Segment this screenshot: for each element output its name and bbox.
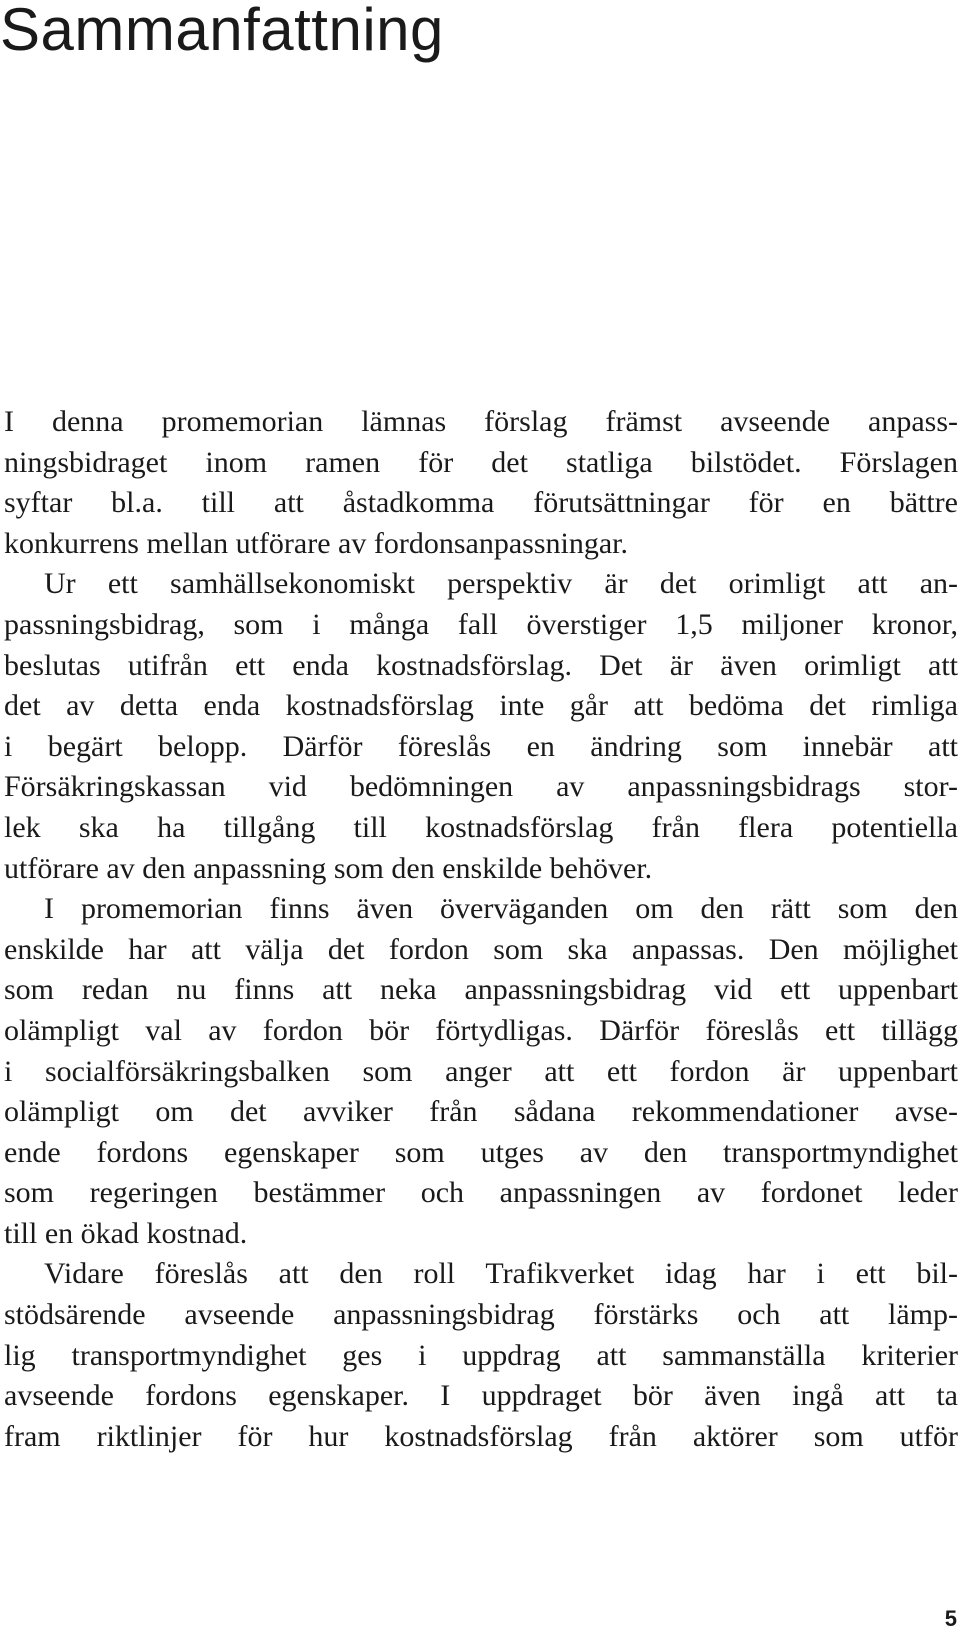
text-line: beslutas utifrån ett enda kostnadsförslag. Det är även orimligt att — [4, 648, 958, 682]
text-line: i begärt belopp. Därför föreslås en ändring som innebär att — [4, 729, 958, 763]
paragraph — [4, 402, 958, 564]
text-line: Vidare föreslås att den roll Trafikverket idag har i ett bil- — [44, 1257, 958, 1291]
text-line: avseende fordons egenskaper. I uppdraget bör även ingå att ta — [4, 1379, 958, 1413]
text-line: till en ökad kostnad. — [4, 1216, 248, 1250]
text-line: som redan nu finns att neka anpassningsbidrag vid ett uppenbart — [4, 973, 958, 1007]
text-line: I denna promemorian lämnas förslag främst avseende anpass- — [4, 405, 958, 438]
text-line: passningsbidrag, som i många fall överstiger 1,5 miljoner kronor, — [4, 607, 958, 641]
text-line: konkurrens mellan utförare av fordonsanpassningar. — [4, 526, 628, 560]
text-line: syftar bl.a. till att åstadkomma förutsättningar för en bättre — [4, 486, 958, 520]
text-line: utförare av den anpassning som den enskilde behöver. — [4, 851, 653, 885]
text-line: olämpligt val av fordon bör förtydligas. Därför föreslås ett tillägg — [4, 1013, 958, 1047]
text-line: lig transportmyndighet ges i uppdrag att sammanställa kriterier — [4, 1338, 958, 1372]
text-line: ende fordons egenskaper som utges av den transportmyndighet — [4, 1135, 958, 1169]
page-title: Sammanfattning — [0, 0, 444, 63]
text-line: stödsärende avseende anpassningsbidrag förstärks och att lämp- — [4, 1298, 958, 1332]
text-line: det av detta enda kostnadsförslag inte går att bedöma det rimliga — [4, 689, 958, 723]
text-line: I promemorian finns även överväganden om den rätt som den — [44, 892, 958, 926]
paragraph — [4, 564, 958, 889]
paragraph — [4, 889, 958, 1254]
paragraph — [4, 1254, 958, 1457]
text-line: som regeringen bestämmer och anpassningen av fordonet leder — [4, 1176, 958, 1210]
text-line: Försäkringskassan vid bedömningen av anpassningsbidrags stor- — [4, 770, 958, 804]
page-number: 5 — [944, 1606, 957, 1631]
text-line: enskilde har att välja det fordon som ska anpassas. Den möjlighet — [4, 932, 958, 966]
text-line: i socialförsäkringsbalken som anger att ett fordon är uppenbart — [4, 1054, 958, 1088]
text-line: Ur ett samhällsekonomiskt perspektiv är det orimligt att an- — [44, 567, 958, 601]
text-line: olämpligt om det avviker från sådana rekommendationer avse- — [4, 1095, 958, 1129]
text-line: fram riktlinjer för hur kostnadsförslag från aktörer som utför — [4, 1419, 958, 1453]
text-line: lek ska ha tillgång till kostnadsförslag från flera potentiella — [4, 810, 958, 844]
body-text — [4, 402, 958, 1457]
text-line: ningsbidraget inom ramen för det statliga bilstödet. Förslagen — [4, 445, 958, 479]
